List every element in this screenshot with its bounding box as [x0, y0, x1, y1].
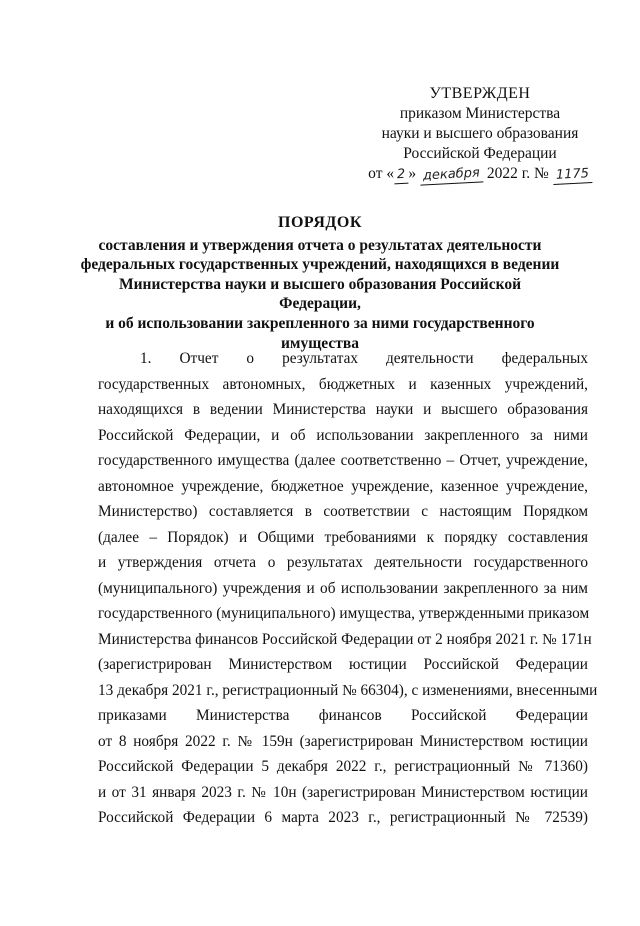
body-line: автономное учреждение, бюджетное учреждение, казенное учреждение, [98, 477, 588, 495]
approval-line: приказом Министерства [399, 105, 561, 122]
body-line: Министерство) составляется в соответствии с настоящим Порядком [98, 503, 588, 520]
body-paragraph [98, 346, 598, 831]
date-year: 2022 г. № [486, 165, 549, 182]
title-line: составления и утверждения отчета о результатах деятельности [98, 236, 542, 254]
handwritten-day: 2 [394, 167, 409, 185]
body-line: государственных автономных, бюджетных и казенных учреждений, [98, 375, 588, 393]
approval-line: Российской Федерации [403, 145, 557, 162]
body-line: находящихся в ведении Министерства науки и высшего образования [98, 401, 588, 418]
approval-heading: УТВЕРЖДЕН [429, 85, 531, 102]
date-mid: » [408, 165, 417, 182]
body-line: от 8 ноября 2022 г. № 159н (зарегистрирован Министерством юстиции [98, 732, 588, 750]
approval-line: науки и высшего образования [381, 125, 579, 142]
document-title [80, 213, 560, 353]
handwritten-month: декабря [420, 165, 484, 185]
body-line: государственного (муниципального) имущества, утвержденными приказом [98, 605, 590, 622]
body-line: Российской Федерации 5 декабря 2022 г., регистрационный № 71360) [98, 758, 588, 775]
body-line: (далее – Порядок) и Общими требованиями к порядку составления [98, 528, 588, 546]
title-line: Министерства науки и высшего образования Российской Федерации, [118, 275, 522, 313]
body-line: (муниципального) учреждения и об использовании закрепленного за ним [98, 579, 588, 597]
title-line: имущества [280, 334, 359, 352]
title-line: федеральных государственных учреждений, находящихся в ведении [80, 256, 560, 274]
body-line: 1. Отчет о результатах деятельности федеральных [140, 350, 588, 367]
approval-stamp [360, 84, 600, 184]
body-line: и от 31 января 2023 г. № 10н (зарегистрирован Министерством юстиции [98, 783, 588, 801]
body-line: 13 декабря 2021 г., регистрационный № 66304), с изменениями, внесенными [98, 681, 598, 699]
body-line: Российской Федерации 6 марта 2023 г., регистрационный № 72539) [98, 809, 588, 826]
approval-date-line [360, 164, 600, 184]
body-line: приказами Министерства финансов Российской Федерации [98, 707, 588, 724]
body-line: и утверждения отчета о результатах деятельности государственного [98, 554, 588, 571]
title-main: ПОРЯДОК [278, 214, 362, 231]
body-line: Министерства финансов Российской Федерации от 2 ноября 2021 г. № 171н [98, 630, 592, 648]
title-line: и об использовании закрепленного за ними государственного [105, 314, 535, 332]
body-line: Российской Федерации, и об использовании закрепленного за ними [98, 426, 588, 444]
handwritten-order-number: 1175 [552, 166, 592, 185]
body-line: (зарегистрирован Министерством юстиции Российской Федерации [98, 656, 588, 673]
date-prefix: от « [368, 165, 395, 182]
body-line: государственного имущества (далее соответственно – Отчет, учреждение, [98, 452, 588, 469]
